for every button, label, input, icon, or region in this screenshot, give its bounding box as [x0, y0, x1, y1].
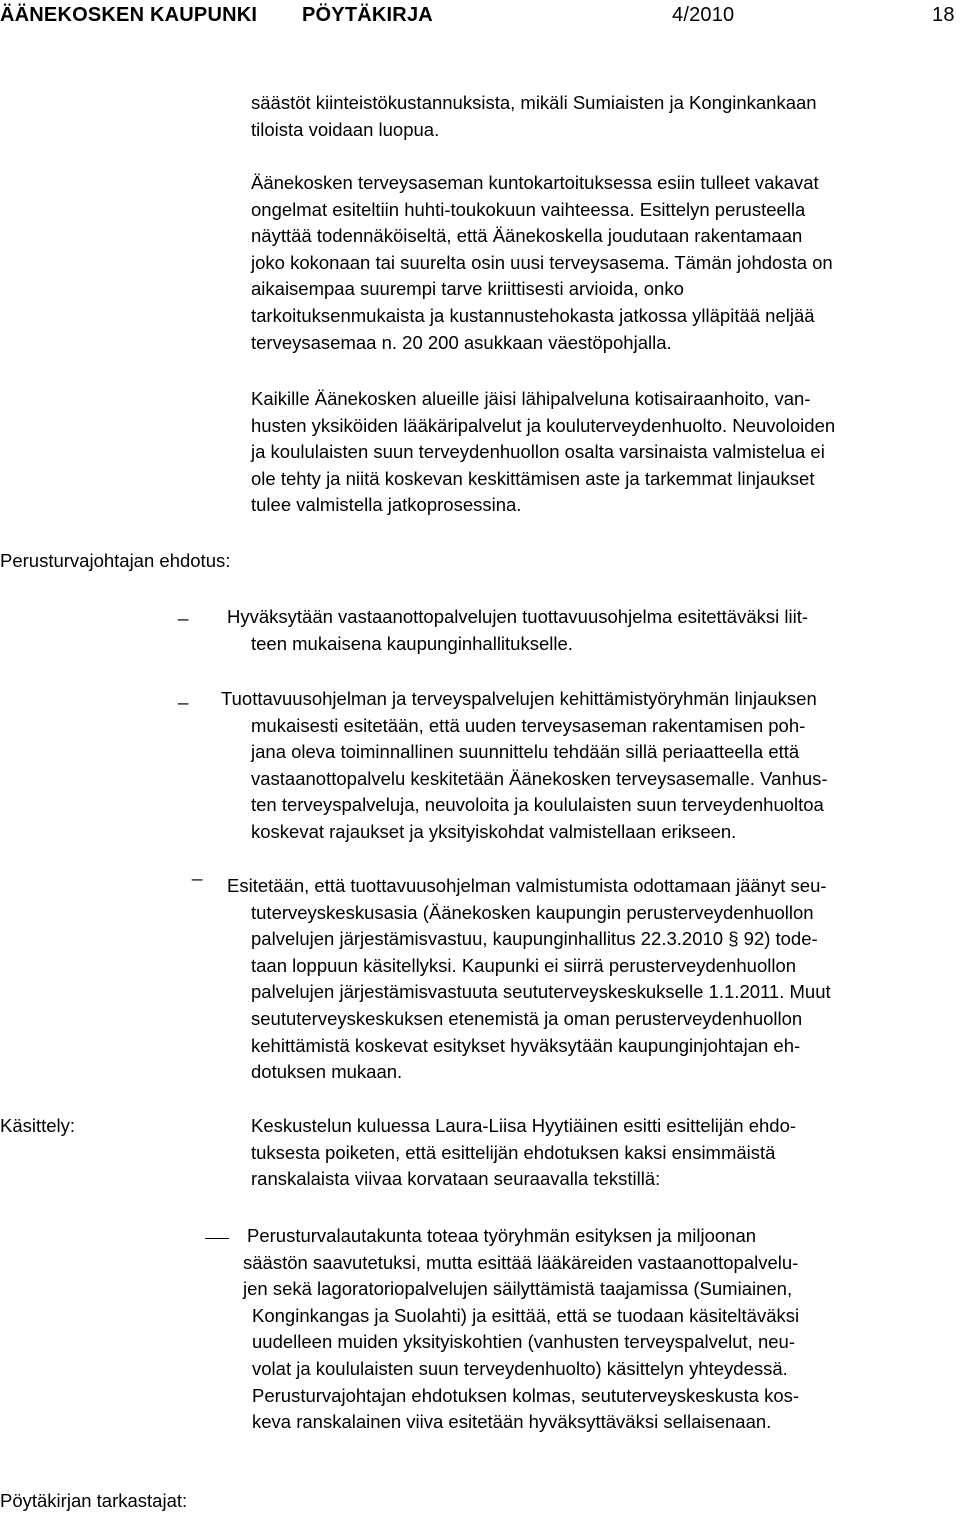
text-line: seututerveyskeskuksen etenemistä ja oman perusterveydenhuollon — [251, 1007, 803, 1029]
text-line: Kaikille Äänekosken alueille jäisi lähipalveluna kotisairaanhoito, van- — [251, 388, 811, 409]
text-line: tuterveyskeskusasia (Äänekosken kaupungin perusterveydenhuollon — [251, 901, 814, 923]
text-line: vastaanottopalvelu keskitetään Äänekosken terveysasemalle. Vanhus- — [251, 767, 828, 789]
text-line: Äänekosken terveysaseman kuntokartoituksessa esiin tulleet vakavat — [251, 172, 819, 193]
proposal-bullet: _ — [178, 684, 189, 705]
text-line: mukaisesti esitetään, että uuden terveysaseman rakentamisen poh- — [251, 714, 806, 736]
text-line: säästön saavutetuksi, mutta esittää lääkäreiden vastaanottopalvelu- — [243, 1251, 799, 1273]
proposal-bullet: _ — [178, 600, 189, 621]
text-line: Konginkangas ja Suolahti) ja esittää, että se tuodaan käsiteltäväksi — [252, 1304, 800, 1326]
quoted-replacement-text — [243, 1223, 960, 1436]
text-line: Esitetään, että tuottavuusohjelman valmistumista odottamaan jäänyt seu- — [227, 875, 827, 896]
text-line: keva ranskalainen viiva esitetään hyväksyttäväksi sellaisenaan. — [252, 1411, 772, 1433]
organization-name: ÄÄNEKOSKEN KAUPUNKI — [0, 4, 258, 26]
text-line: jana oleva toiminnallinen suunnittelu tehdään sillä periaatteella että — [251, 741, 800, 763]
text-line: Perusturvajohtajan ehdotuksen kolmas, seututerveyskeskusta kos- — [252, 1384, 800, 1406]
text-line: näyttää todennäköiseltä, että Äänekoskella joudutaan rakentamaan — [251, 225, 803, 247]
proposal-item-1 — [227, 604, 947, 657]
text-line: Tuottavuusohjelman ja terveyspalvelujen kehittämistyöryhmän linjauksen — [221, 688, 817, 709]
text-line: palvelujen järjestämisvastuuta seututerveyskeskukselle 1.1.2011. Muut — [251, 981, 831, 1003]
text-line: ranskalaista viivaa korvataan seuraavalla tekstillä: — [251, 1168, 661, 1190]
text-line: husten yksiköiden lääkäripalvelut ja kouluterveydenhuolto. Neuvoloiden — [251, 414, 836, 436]
text-line: teen mukaisena kaupunginhallitukselle. — [251, 632, 573, 654]
text-line: dotuksen mukaan. — [251, 1061, 403, 1083]
text-line: joko kokonaan tai suurelta osin uusi terveysasema. Tämän johdosta on — [251, 251, 833, 273]
issue-number: 4/2010 — [672, 4, 735, 26]
proposal-label: Perusturvajohtajan ehdotus: — [0, 550, 231, 571]
text-line: volat ja koululaisten suun terveydenhuolto) käsittelyn yhteydessä. — [252, 1357, 788, 1379]
text-line: ten terveyspalveluja, neuvoloita ja koululaisten suun terveydenhuoltoa — [251, 794, 824, 816]
proposal-item-3 — [227, 873, 947, 1086]
text-line: taan loppuun käsitellyksi. Kaupunki ei siirrä perusterveydenhuollon — [251, 954, 797, 976]
intro-paragraph-3 — [251, 386, 960, 519]
text-line: Perusturvalautakunta toteaa työryhmän esityksen ja miljoonan — [247, 1225, 757, 1246]
intro-paragraph-2 — [251, 170, 960, 356]
proposal-bullet: _ — [192, 860, 203, 881]
text-line: tarkoituksenmukaista ja kustannustehokasta jatkossa ylläpitää neljää — [251, 304, 815, 326]
text-line: uudelleen muiden yksityiskohtien (vanhusten terveyspalvelut, neu- — [252, 1331, 795, 1353]
processing-text — [251, 1113, 960, 1193]
text-line: tulee valmistella jatkoprosessina. — [251, 494, 522, 516]
processing-label: Käsittely: — [0, 1115, 76, 1136]
page-number: 18 — [932, 4, 955, 26]
text-line: terveysasemaa n. 20 200 asukkaan väestöpohjalla. — [251, 331, 672, 353]
text-line: säästöt kiinteistökustannuksista, mikäli Sumiaisten ja Konginkankaan — [251, 92, 817, 113]
text-line: ole tehty ja niitä koskevan keskittämisen aste ja tarkemmat linjaukset — [251, 467, 815, 489]
text-line: tuksesta poiketen, että esittelijän ehdotuksen kaksi ensimmäistä — [251, 1141, 776, 1163]
proposal-item-2 — [221, 686, 941, 846]
text-line: palvelujen järjestämisvastuu, kaupunginhallitus 22.3.2010 § 92) tode- — [251, 928, 818, 950]
intro-paragraph-1 — [251, 90, 960, 143]
text-line: kehittämistä koskevat esitykset hyväksytään kaupunginjohtajan eh- — [251, 1034, 801, 1056]
text-line: koskevat rajaukset ja yksityiskohdat valmistellaan erikseen. — [251, 820, 737, 842]
text-line: aikaisempaa suurempi tarve kriittisesti arvioida, onko — [251, 278, 684, 300]
reviewers-label: Pöytäkirjan tarkastajat: — [0, 1490, 188, 1511]
text-line: Hyväksytään vastaanottopalvelujen tuottavuusohjelma esitettäväksi liit- — [227, 606, 809, 627]
text-line: tiloista voidaan luopua. — [251, 118, 440, 140]
text-line: ongelmat esiteltiin huhti-toukokuun vaihteessa. Esittelyn perusteella — [251, 198, 806, 220]
document-type: PÖYTÄKIRJA — [302, 4, 433, 26]
text-line: jen sekä lagoratoriopalvelujen säilyttämistä taajamissa (Sumiainen, — [243, 1278, 793, 1300]
page-header — [0, 2, 960, 32]
dash-bullet — [205, 1238, 229, 1239]
text-line: Keskustelun kuluessa Laura-Liisa Hyytiäinen esitti esittelijän ehdo- — [251, 1115, 797, 1136]
text-line: ja koululaisten suun terveydenhuollon osalta varsinaista valmistelua ei — [251, 441, 825, 463]
